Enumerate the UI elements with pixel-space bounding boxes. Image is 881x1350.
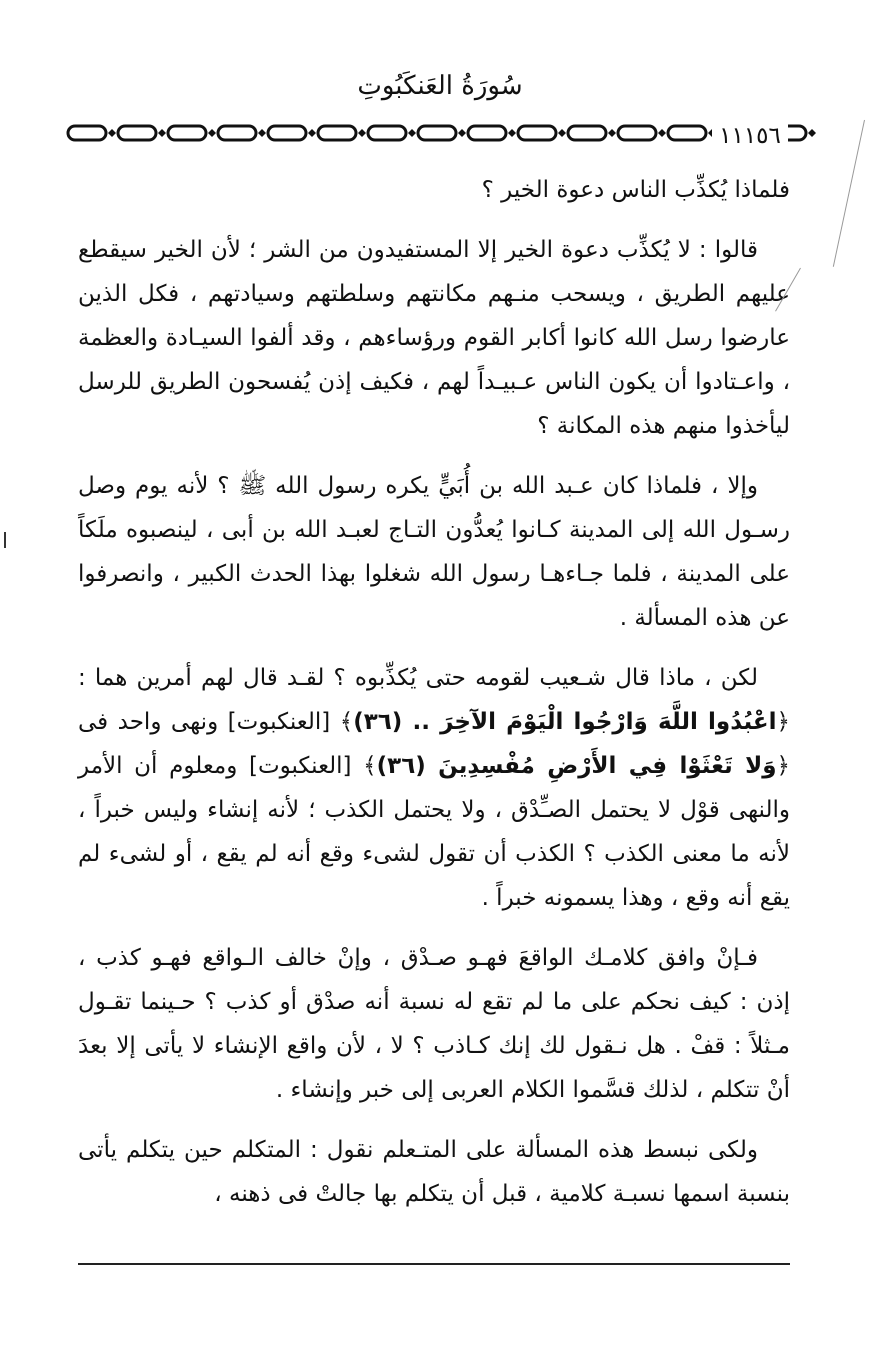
text-run: فلماذا يُكذِّب الناس دعوة الخير ؟ <box>481 177 790 203</box>
verse-bracket: ﴿ <box>776 709 790 735</box>
footer-rule <box>78 1263 790 1265</box>
chain-diamond <box>608 129 616 137</box>
text-run: لكن ، ماذا قال شـعيب لقومه حتى يُكذِّبوه ؟ لقـد قال لهم أمرين هما : <box>78 665 758 691</box>
chain-link <box>168 126 206 140</box>
chain-link <box>518 126 556 140</box>
paragraph <box>78 656 790 920</box>
chain-link <box>568 126 606 140</box>
paragraph <box>78 1128 790 1216</box>
scan-mark-line <box>833 120 865 267</box>
chain-diamond <box>508 129 516 137</box>
chain-diamond <box>808 129 816 137</box>
decorative-chain-border <box>60 120 820 146</box>
chain-link <box>368 126 406 140</box>
quran-verse: اعْبُدُوا اللَّهَ وَارْجُوا الْيَوْمَ الآخِرَ .. (٣٦) <box>353 709 777 735</box>
chain-link <box>218 126 256 140</box>
text-run: قالوا : لا يُكذِّب دعوة الخير إلا المستفيدون من الشر ؛ لأن الخير سيقطع عليهم الطريق ، ويسحب منـهم مكانتهم وسلطتهم وسيادتهم ، فكل الذين عارضوا رسل الله كانوا أكابر القوم ورؤساءهم ، وقد ألفوا السيـادة والعظمة ، واعـتادوا أن يكون الناس عـبيـداً لهم ، فكيف إذن يُفسحون الطريق للرسل ليأخذوا منهم هذه المكانة ؟ <box>78 237 790 439</box>
chain-diamond <box>658 129 666 137</box>
chain-link <box>268 126 306 140</box>
quran-verse: وَلا تَعْثَوْا فِي الأَرْضِ مُفْسِدِينَ (٣٦) <box>376 753 777 779</box>
chain-link <box>418 126 456 140</box>
chain-diamond <box>108 129 116 137</box>
chain-diamond <box>358 129 366 137</box>
scan-mark-tick <box>4 532 6 548</box>
body-text <box>78 168 790 1232</box>
chain-link <box>118 126 156 140</box>
chain-diamond <box>158 129 166 137</box>
verse-bracket: ﴾ <box>339 709 354 735</box>
chain-link <box>668 126 706 140</box>
verse-bracket: ﴾ <box>363 753 377 779</box>
text-run: [العنكبوت] ونهى واحد فى <box>78 709 340 735</box>
verse-bracket: ﴿ <box>776 753 790 779</box>
paragraph <box>78 228 790 448</box>
chain-link <box>468 126 506 140</box>
text-run: ولكى نبسط هذه المسألة على المتـعلم نقول : المتكلم حين يتكلم يأتى بنسبة اسمها نسبـة كلامية ، قبل أن يتكلم بها جالتْ فى ذهنه ، <box>78 1137 790 1207</box>
chain-link <box>68 126 106 140</box>
chain-link <box>618 126 656 140</box>
text-run: فـإنْ وافق كلامـك الواقعَ فهـو صـدْق ، وإنْ خالف الـواقع فهـو كذب ، إذن : كيف نحكم على ما لم تقع له نسبة أنه صدْق أو كذب ؟ حـينما تقـول مـثلاً : قفْ . هل نـقول لك إنك كـاذب ؟ لا ، لأن واقع الإنشاء لا يأتى إلا بعدَ أنْ تتكلم ، لذلك قسَّموا الكلام العربى إلى خبر وإنشاء . <box>78 945 790 1103</box>
chain-diamond <box>258 129 266 137</box>
paragraph <box>78 464 790 640</box>
chain-link <box>318 126 356 140</box>
chain-diamond <box>208 129 216 137</box>
chain-diamond <box>308 129 316 137</box>
paragraph <box>78 936 790 1112</box>
text-run: وإلا ، فلماذا كان عـبد الله بن أُبَيٍّ يكره رسول الله ﷺ ؟ لأنه يوم وصل رسـول الله إلى المدينة كـانوا يُعدُّون التـاج لعبـد الله بن أبى ، لينصبوه ملَكاً على المدينة ، فلما جـاءهـا رسول الله شغلوا بهذا الحدث الكبير ، وانصرفوا عن هذه المسألة . <box>78 473 790 631</box>
chain-diamond <box>458 129 466 137</box>
paragraph <box>78 168 790 212</box>
chain-diamond <box>408 129 416 137</box>
chain-diamond <box>558 129 566 137</box>
surah-title: سُورَةُ العَنكَبُوتِ <box>357 71 523 101</box>
text-run: [العنكبوت] ومعلوم أن الأمر والنهى قوْل لا يحتمل الصـِّدْق ، ولا يحتمل الكذب ؛ لأنه إنشاء وليس خبراً ، لأنه ما معنى الكذب ؟ الكذب أن تقول لشىء وقع أنه لم يقع ، أو لشىء لم يقع أنه وقع ، وهذا يسمونه خبراً . <box>78 753 790 911</box>
page-number: ١١١٥٦ <box>712 124 788 148</box>
